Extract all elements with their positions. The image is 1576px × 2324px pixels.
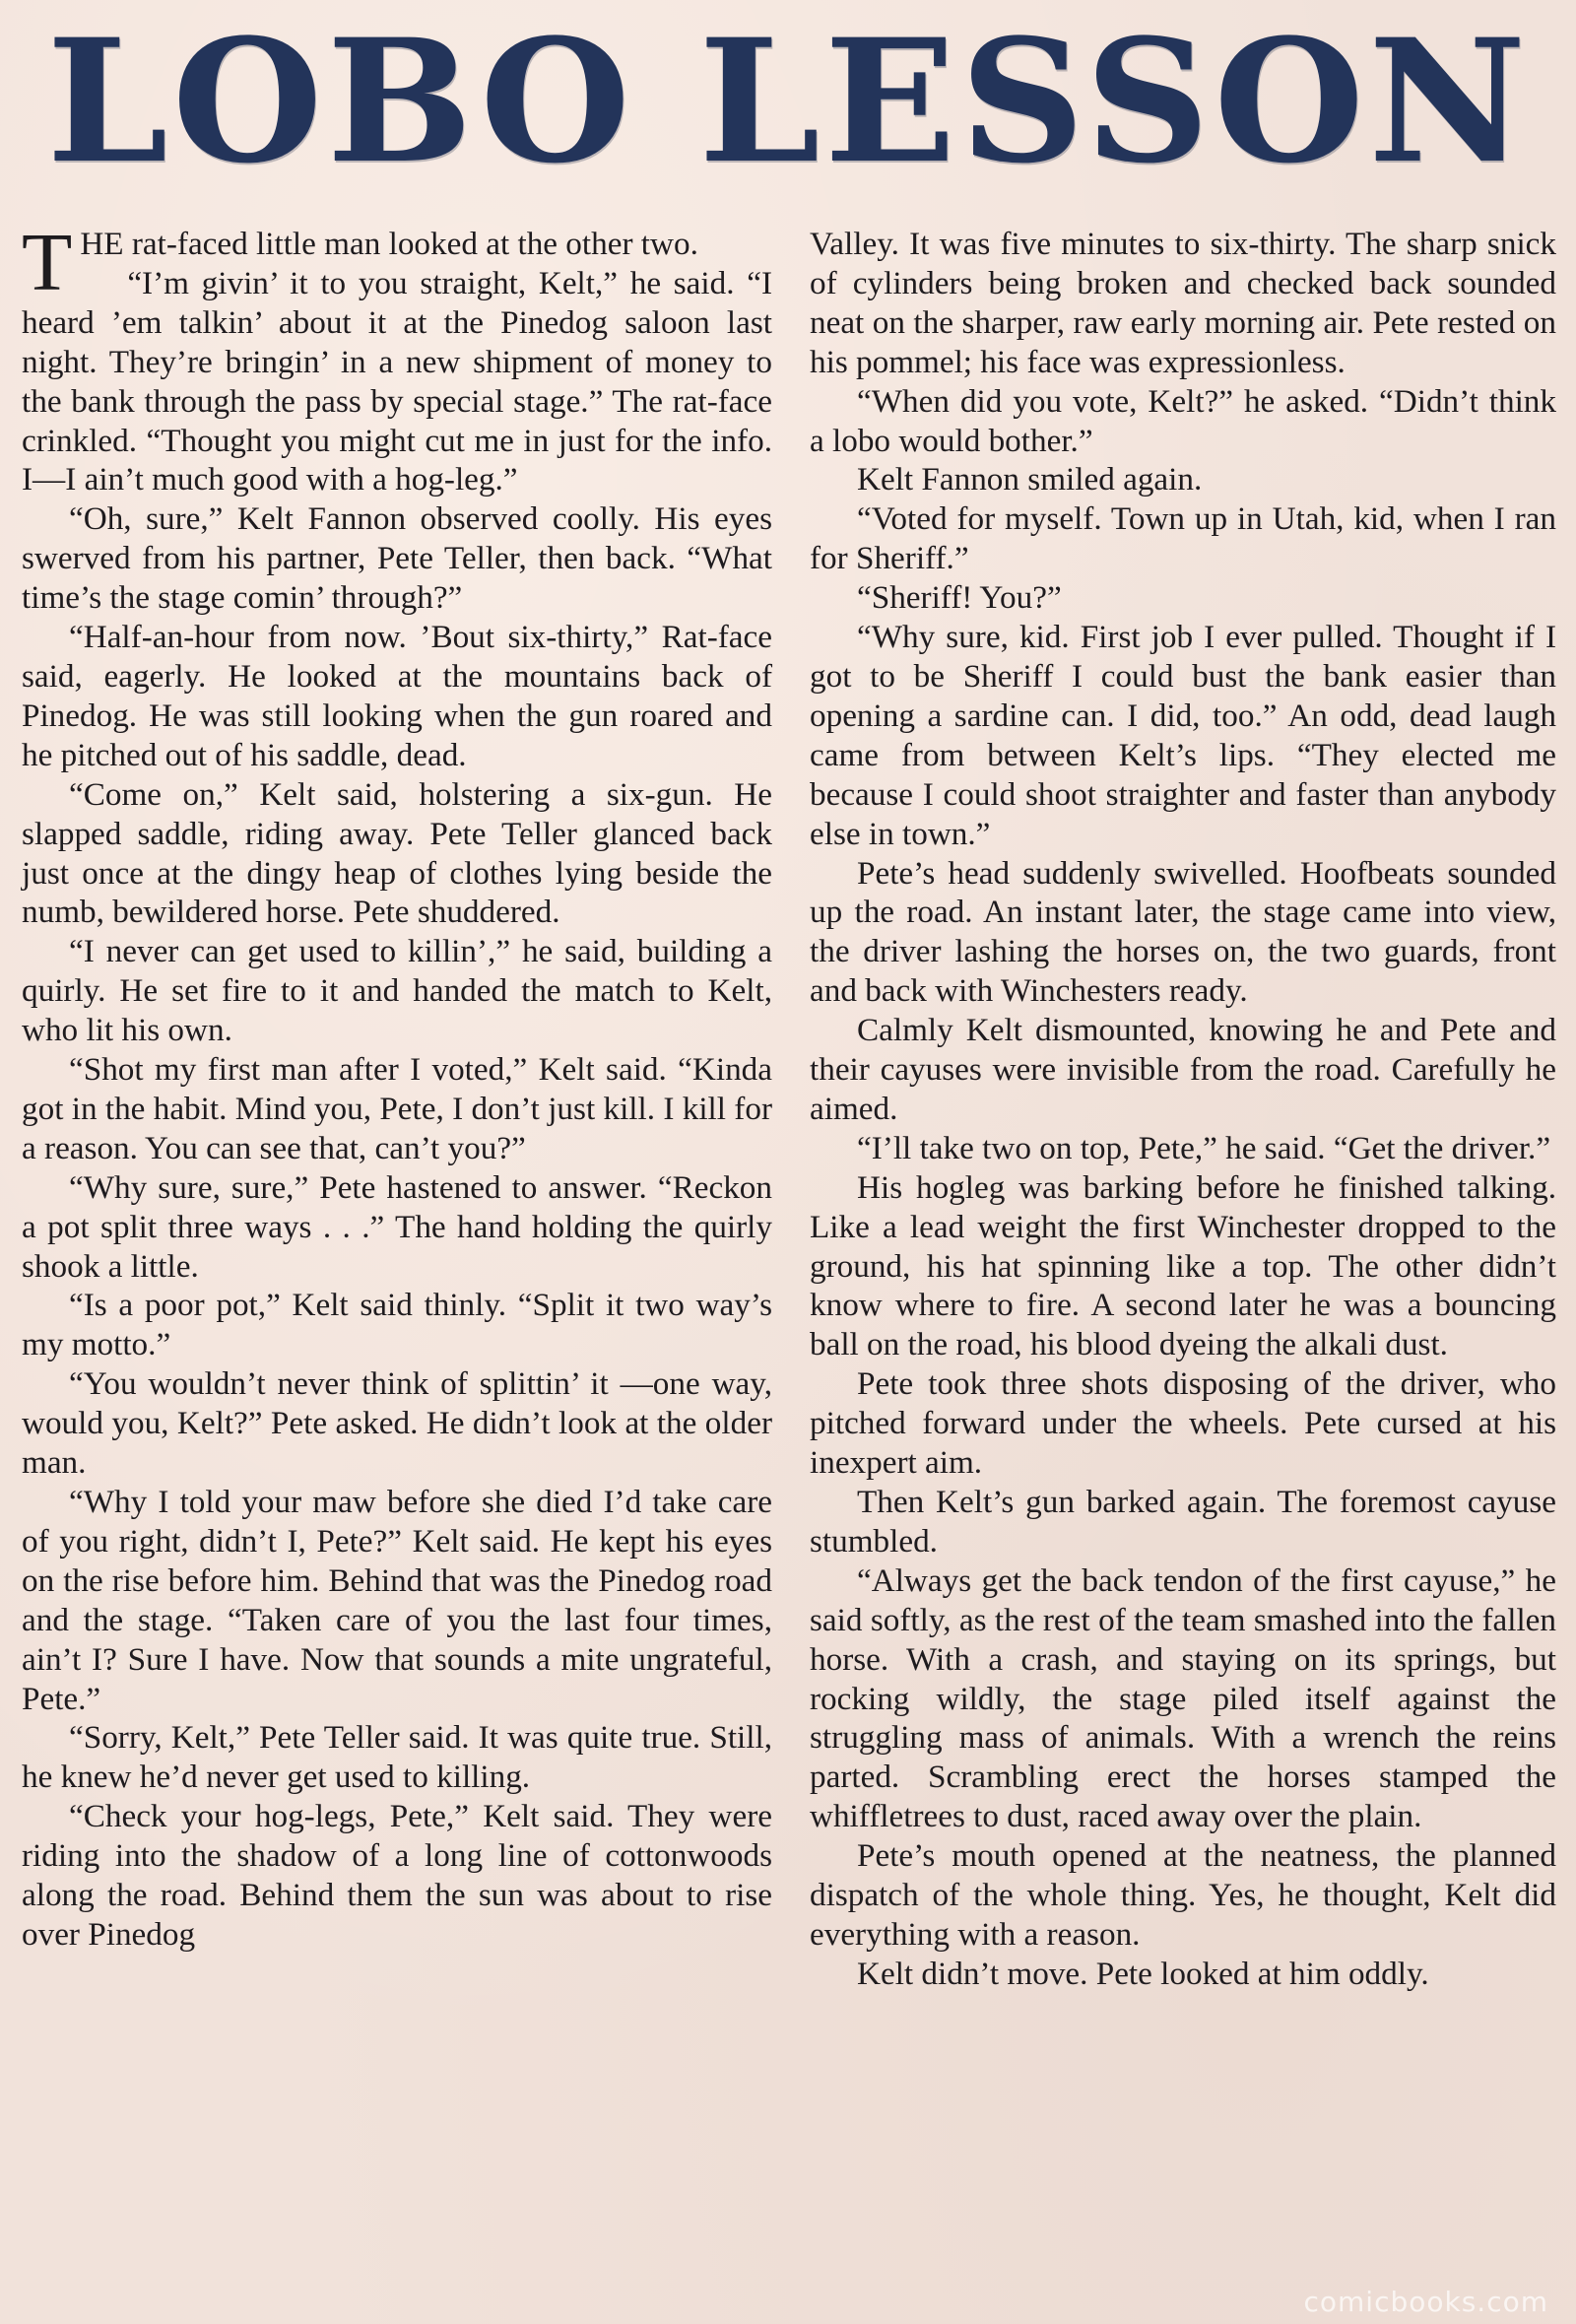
paragraph: “Voted for myself. Town up in Utah, kid, when I ran for Sheriff.” [810,500,1556,577]
paragraph: Then Kelt’s gun barked again. The foremost cayuse stumbled. [810,1484,1556,1560]
title-banner [0,0,1576,202]
paragraph: His hogleg was barking before he finished talking. Like a lead weight the first Winchester dropped to the ground, his hat spinning like a top. The other didn’t know where to fire. A second later he was a bouncing ball on the road, his blood dyeing the alkali dust. [810,1168,1556,1363]
paragraph: “I’ll take two on top, Pete,” he said. “Get the driver.” [857,1129,1551,1166]
paragraph: Kelt didn’t move. Pete looked at him oddly. [857,1955,1429,1992]
story-title: LOBO LESSON [45,0,1531,201]
paragraph: “When did you vote, Kelt?” he asked. “Didn’t think a lobo would bother.” [810,382,1556,459]
paragraph: Pete took three shots disposing of the driver, who pitched forward under the wheels. Pete cursed at his inexpert aim. [810,1365,1556,1482]
paragraph: Pete’s mouth opened at the neatness, the planned dispatch of the whole thing. Yes, he thought, Kelt did everything with a reason. [810,1837,1556,1953]
right-column [810,225,1556,1994]
paragraph: “Why sure, kid. First job I ever pulled. Thought if I got to be Sheriff I could bust the bank easier than opening a sardine can. I did, too.” An odd, dead laugh came from between Kelt’s lips. “They elected me because I could shoot straighter and faster than anybody else in town.” [810,619,1556,852]
paragraph: “Check your hog-legs, Pete,” Kelt said. They were riding into the shadow of a long line of cottonwoods along the road. Behind them the sun was about to rise over Pinedog [22,1798,772,1953]
left-column [22,217,772,1955]
paragraph: “Sorry, Kelt,” Pete Teller said. It was quite true. Still, he knew he’d never get used to killing. [22,1719,772,1796]
paragraph: “Sheriff! You?” [857,579,1062,617]
paragraph: “Is a poor pot,” Kelt said thinly. “Split it two way’s my motto.” [22,1287,772,1363]
paragraph: “Why sure, sure,” Pete hastened to answer. “Reckon a pot split three ways . . .” The hand holding the quirly shook a little. [22,1168,772,1285]
drop-cap: T [22,217,73,308]
paragraph: Pete’s head suddenly swivelled. Hoofbeats sounded up the road. An instant later, the stage came into view, the driver lashing the horses on, the two guards, front and back with Winchesters ready. [810,854,1556,1010]
paragraph: “Why I told your maw before she died I’d take care of you right, didn’t I, Pete?” Kelt said. He kept his eyes on the rise before him. Behind that was the Pinedog road and the stage. “Taken care of you the last four times, ain’t I? Sure I have. Now that sounds a mite ungrateful, Pete.” [22,1484,772,1717]
paragraph: “You wouldn’t never think of splittin’ it —one way, would you, Kelt?” Pete asked. He didn’t look at the older man. [22,1365,772,1482]
paragraph: Valley. It was five minutes to six-thirty. The sharp snick of cylinders being broken and checked back sounded neat on the sharper, raw early morning air. Pete rested on his pommel; his face was expressionless. [810,226,1556,380]
paragraph: “Half-an-hour from now. ’Bout six-thirty,” Rat-face said, eagerly. He looked at the mountains back of Pinedog. He was still looking when the gun roared and he pitched out of his saddle, dead. [22,619,772,773]
paragraph: “I never can get used to killin’,” he said, building a quirly. He set fire to it and handed the match to Kelt, who lit his own. [22,933,772,1049]
paragraph: Calmly Kelt dismounted, knowing he and Pete and their cayuses were invisible from the road. Carefully he aimed. [810,1012,1556,1127]
site-watermark: comicbooks.com [1303,2286,1548,2318]
paragraph: THE rat-faced little man looked at the other two. [22,217,698,308]
paragraph: “Oh, sure,” Kelt Fannon observed coolly. His eyes swerved from his partner, Pete Teller, then back. “What time’s the stage comin’ through?” [22,500,772,617]
paragraph: “Shot my first man after I voted,” Kelt said. “Kinda got in the habit. Mind you, Pete, I don’t just kill. I kill for a reason. You can see that, can’t you?” [22,1051,772,1166]
paragraph: Kelt Fannon smiled again. [857,461,1203,498]
paragraph: “I’m givin’ it to you straight, Kelt,” he said. “I heard ’em talkin’ about it at the Pinedog saloon last night. They’re bringin’ in a new shipment of money to the bank through the pass by special stage.” The rat-face crinkled. “Thought you might cut me in just for the info. I—I ain’t much good with a hog-leg.” [22,264,772,498]
paragraph: “Come on,” Kelt said, holstering a six-gun. He slapped saddle, riding away. Pete Teller glanced back just once at the dingy heap of clothes lying beside the numb, bewildered horse. Pete shuddered. [22,775,772,931]
paragraph: “Always get the back tendon of the first cayuse,” he said softly, as the rest of the team smashed into the fallen horse. With a crash, and staying on its springs, but rocking wildly, the stage piled itself against the struggling mass of animals. With a wrench the reins parted. Scrambling erect the horses stamped the whiffletrees to dust, raced away over the plain. [810,1561,1556,1835]
